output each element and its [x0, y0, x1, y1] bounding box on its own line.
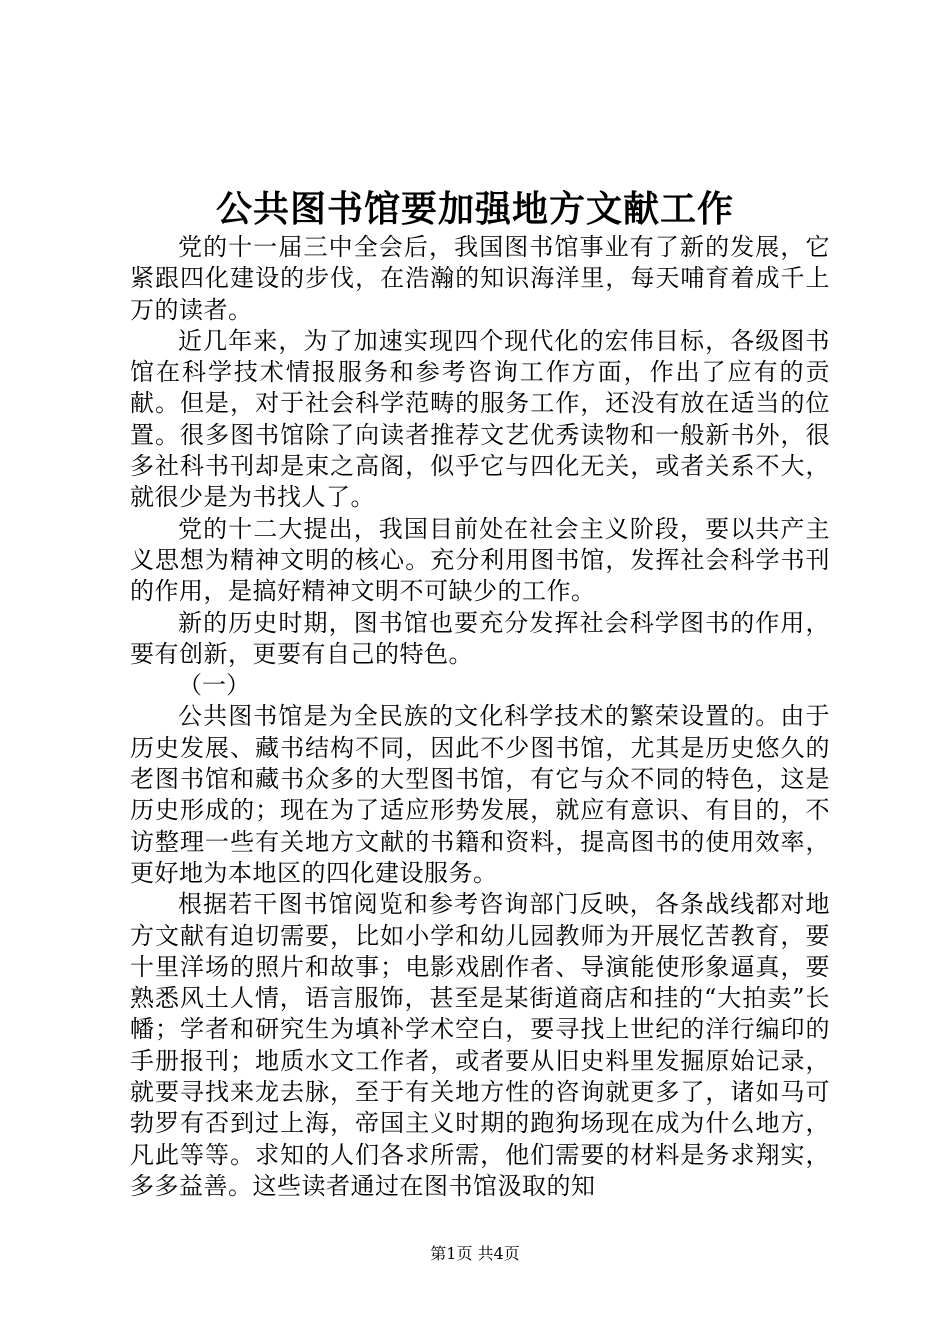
document-body — [130, 232, 830, 1202]
paragraph-5: 公共图书馆是为全民族的文化科学技术的繁荣设置的。由于历史发展、藏书结构不同，因此不少图书馆，尤其是历史悠久的老图书馆和藏书众多的大型图书馆，有它与众不同的特色，这是历史形成的；现在为了适应形势发展，就应有意识、有目的，不访整理一些有关地方文献的书籍和资料，提高图书的使用效率，更好地为本地区的四化建设服务。 — [130, 702, 830, 887]
paragraph-3: 党的十二大提出，我国目前处在社会主义阶段，要以共产主义思想为精神文明的核心。充分利用图书馆，发挥社会科学书刊的作用，是搞好精神文明不可缺少的工作。 — [130, 514, 830, 606]
page-number-footer: 第1页 共4页 — [430, 1244, 520, 1263]
paragraph-4: 新的历史时期，图书馆也要充分发挥社会科学图书的作用，要有创新，更要有自己的特色。 — [130, 608, 830, 668]
paragraph-6: 根据若干图书馆阅览和参考咨询部门反映，各条战线都对地方文献有迫切需要，比如小学和幼儿园教师为开展忆苦教育，要十里洋场的照片和故事；电影戏剧作者、导演能使形象逼真，要熟悉风土人情，语言服饰，甚至是某街道商店和挂的“大拍卖”长幡；学者和研究生为填补学术空白，要寻找上世纪的洋行编印的手册报刊；地质水文工作者，或者要从旧史料里发掘原始记录，就要寻找来龙去脉，至于有关地方性的咨询就更多了，诸如马可勃罗有否到过上海，帝国主义时期的跑狗场现在成为什么地方，凡此等等。求知的人们各求所需，他们需要的材料是务求翔实，多多益善。这些读者通过在图书馆汲取的知 — [130, 890, 830, 1200]
document-title: 公共图书馆要加强地方文献工作 — [215, 188, 734, 230]
paragraph-1: 党的十一届三中全会后，我国图书馆事业有了新的发展，它紧跟四化建设的步伐，在浩瀚的知识海洋里，每天哺育着成千上万的读者。 — [130, 233, 830, 324]
section-heading: （一） — [178, 671, 250, 700]
paragraph-2: 近几年来，为了加速实现四个现代化的宏伟目标，各级图书馆在科学技术情报服务和参考咨询工作方面，作出了应有的贡献。但是，对于社会科学范畴的服务工作，还没有放在适当的位置。很多图书馆除了向读者推荐文艺优秀读物和一般新书外，很多社科书刊却是束之高阁，似乎它与四化无关，或者关系不大，就很少是为书找人了。 — [130, 326, 830, 512]
